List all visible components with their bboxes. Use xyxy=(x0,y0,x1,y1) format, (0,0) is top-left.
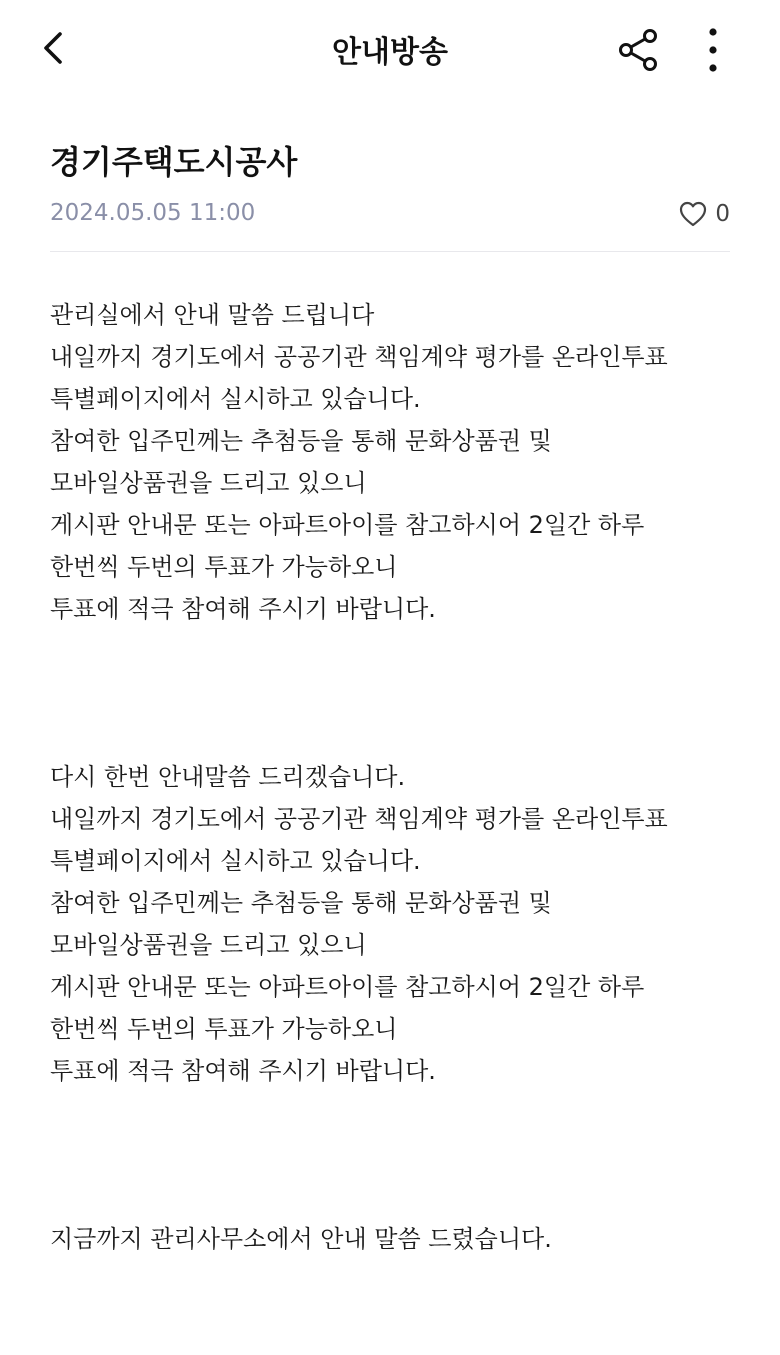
like-count: 0 xyxy=(715,201,730,227)
body-line: 게시판 안내문 또는 아파트아이를 참고하시어 2일간 하루 xyxy=(50,511,645,539)
body-line: 특별페이지에서 실시하고 있습니다. xyxy=(50,385,421,413)
top-app-bar xyxy=(0,0,780,100)
more-vertical-icon xyxy=(696,26,730,74)
divider xyxy=(50,251,730,252)
body-line: 참여한 입주민께는 추첨등을 통해 문화상품권 및 xyxy=(50,427,552,455)
share-icon xyxy=(614,26,662,74)
body-line: 게시판 안내문 또는 아파트아이를 참고하시어 2일간 하루 xyxy=(50,973,645,1001)
body-line: 투표에 적극 참여해 주시기 바랍니다. xyxy=(50,595,436,623)
post-date: 2024.05.05 11:00 xyxy=(50,200,256,226)
post-header xyxy=(50,140,730,232)
body-line: 특별페이지에서 실시하고 있습니다. xyxy=(50,847,421,875)
body-line: 한번씩 두번의 투표가 가능하오니 xyxy=(50,553,398,581)
post-body xyxy=(50,294,740,1260)
body-line: 다시 한번 안내말씀 드리겠습니다. xyxy=(50,763,406,791)
body-line: 투표에 적극 참여해 주시기 바랍니다. xyxy=(50,1057,436,1085)
body-line: 한번씩 두번의 투표가 가능하오니 xyxy=(50,1015,398,1043)
heart-outline-icon xyxy=(679,201,707,227)
body-line: 모바일상품권을 드리고 있으니 xyxy=(50,469,367,497)
page-title: 안내방송 xyxy=(332,35,448,70)
post-meta xyxy=(50,196,730,232)
body-line: 참여한 입주민께는 추첨등을 통해 문화상품권 및 xyxy=(50,889,552,917)
like-button[interactable] xyxy=(679,196,730,232)
paragraph-gap xyxy=(50,630,740,756)
body-line: 내일까지 경기도에서 공공기관 책임계약 평가를 온라인투표 xyxy=(50,805,668,833)
body-line: 관리실에서 안내 말씀 드립니다 xyxy=(50,301,375,329)
more-options-button[interactable] xyxy=(696,26,730,74)
post-author: 경기주택도시공사 xyxy=(50,143,298,181)
body-line: 내일까지 경기도에서 공공기관 책임계약 평가를 온라인투표 xyxy=(50,343,668,371)
body-closing-line: 지금까지 관리사무소에서 안내 말씀 드렸습니다. xyxy=(50,1225,552,1253)
paragraph-gap xyxy=(50,1092,740,1218)
body-line: 모바일상품권을 드리고 있으니 xyxy=(50,931,367,959)
share-button[interactable] xyxy=(614,26,662,74)
